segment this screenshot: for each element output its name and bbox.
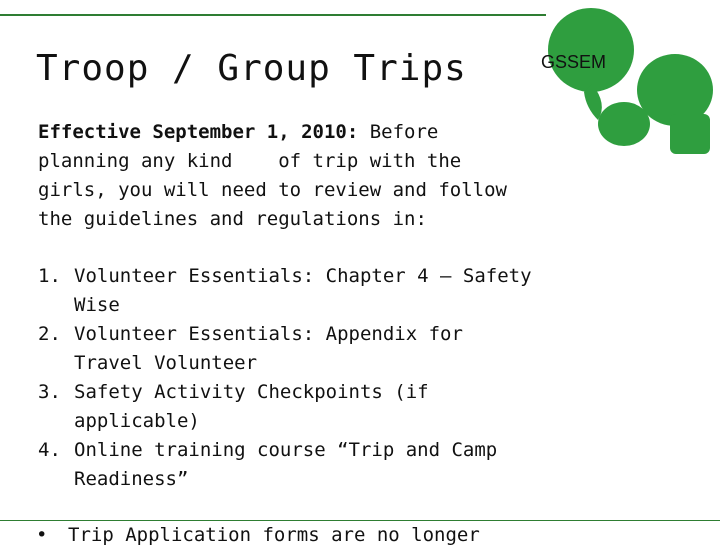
list-number: 1. bbox=[38, 265, 61, 287]
list-text: Safety Activity Checkpoints (if applicable) bbox=[74, 381, 429, 432]
list-item bbox=[38, 320, 678, 378]
note-text: Trip Application forms are no longer bbox=[68, 524, 480, 546]
list-number: 2. bbox=[38, 323, 61, 345]
note-line bbox=[36, 521, 696, 550]
list-text: Volunteer Essentials: Chapter 4 – Safety Wise bbox=[74, 265, 532, 316]
list-number: 3. bbox=[38, 381, 61, 403]
intro-lead: Effective September 1, 2010: bbox=[38, 121, 359, 143]
list-text: Volunteer Essentials: Appendix for Travel Volunteer bbox=[74, 323, 463, 374]
bullet-icon: • bbox=[36, 524, 48, 546]
list-item bbox=[38, 378, 678, 436]
list-text: Online training course “Trip and Camp Readiness” bbox=[74, 439, 498, 490]
list-number: 4. bbox=[38, 439, 61, 461]
list-item bbox=[38, 262, 678, 320]
logo-label: GSSEM bbox=[541, 52, 607, 72]
top-divider bbox=[0, 14, 546, 16]
requirements-list bbox=[38, 262, 678, 494]
slide-title: Troop / Group Trips bbox=[36, 48, 467, 89]
list-item bbox=[38, 436, 678, 494]
intro-body: Before planning any kind of trip with the girls, you will need to review and follow the guidelines and regulations in: bbox=[38, 121, 507, 230]
intro-paragraph bbox=[38, 118, 678, 234]
